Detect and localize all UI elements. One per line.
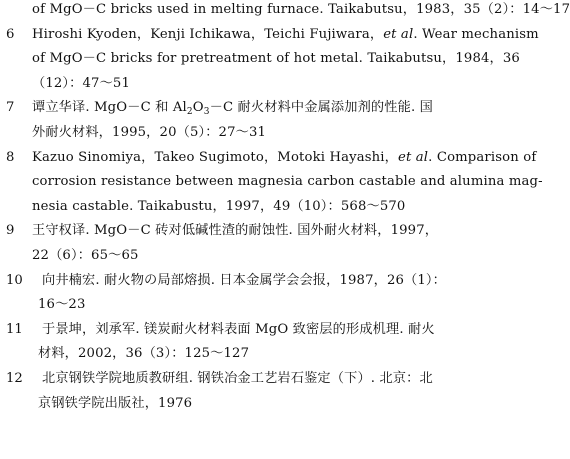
reference-text: 京钢铁学院出版社，1976: [38, 395, 193, 411]
reference-line: [42, 318, 435, 343]
reference-line: [32, 96, 433, 121]
reference-text: 于景坤，刘承军. 镁炭耐火材料表面 MgO 致密层的形成机理. 耐火: [42, 321, 435, 337]
reference-number: 8: [6, 149, 15, 165]
subscript: 3: [203, 107, 210, 118]
reference-text: nesia castable. Taikabustu，1997，49（10）：568～570: [32, 198, 406, 214]
reference-text: －C 耐火材料中金属添加剂的性能. 国: [209, 100, 433, 116]
reference-text: . Comparison of: [428, 149, 537, 165]
reference-number: 12: [6, 371, 23, 386]
reference-line: [42, 269, 446, 294]
reference-text: 谭立华译. MgO－C 和 Al: [32, 100, 187, 116]
reference-line: [32, 72, 130, 97]
reference-number: 6: [6, 26, 15, 42]
reference-text: 向井楠宏. 耐火物の局部熔损. 日本金属学会会报，1987，26（1）：: [42, 272, 446, 288]
reference-number: 10: [6, 272, 23, 288]
reference-line: [38, 392, 192, 417]
reference-line: [32, 146, 536, 171]
reference-line: [32, 244, 139, 269]
reference-text: 16～23: [38, 297, 86, 313]
subscript: 2: [186, 107, 193, 118]
reference-line: [32, 47, 520, 72]
reference-line: [32, 121, 266, 146]
reference-text: corrosion resistance between magnesia carbon castable and alumina mag-: [32, 174, 543, 190]
reference-text: O: [192, 100, 204, 116]
reference-text: （12）：47～51: [32, 75, 130, 91]
reference-line: [32, 23, 539, 48]
reference-text: . Wear mechanism: [413, 26, 539, 42]
reference-number: 11: [6, 321, 23, 337]
reference-line: [38, 293, 86, 318]
reference-number: 7: [6, 100, 15, 116]
reference-line: [32, 0, 570, 23]
reference-text: 22（6）：65～65: [32, 248, 139, 263]
reference-text: of MgO－C bricks for pretreatment of hot metal. Taikabutsu，1984，36: [32, 51, 520, 67]
reference-text: 北京钢铁学院地质教研组. 钢铁冶金工艺岩石鉴定（下）. 北京：北: [42, 371, 433, 386]
reference-line: [42, 367, 433, 392]
reference-number: 9: [6, 223, 15, 239]
reference-line: [32, 170, 543, 195]
reference-text: et al: [398, 149, 429, 165]
reference-line: [32, 195, 405, 220]
reference-text: 外耐火材料，1995，20（5）：27～31: [32, 125, 267, 140]
reference-line: [38, 342, 249, 367]
reference-text: et al: [383, 26, 414, 42]
reference-text: 王守权译. MgO－C 砖对低碱性渣的耐蚀性. 国外耐火材料，1997，: [32, 223, 439, 239]
reference-line: [32, 219, 438, 244]
reference-text: of MgO－C bricks used in melting furnace. Taikabutsu，1983，35（2）：14～17: [32, 2, 570, 17]
reference-text: 材料，2002，36（3）：125～127: [38, 346, 250, 362]
reference-text: Kazuo Sinomiya，Takeo Sugimoto，Motoki Hayashi，: [32, 149, 398, 165]
reference-text: Hiroshi Kyoden，Kenji Ichikawa，Teichi Fujiwara，: [32, 26, 384, 42]
